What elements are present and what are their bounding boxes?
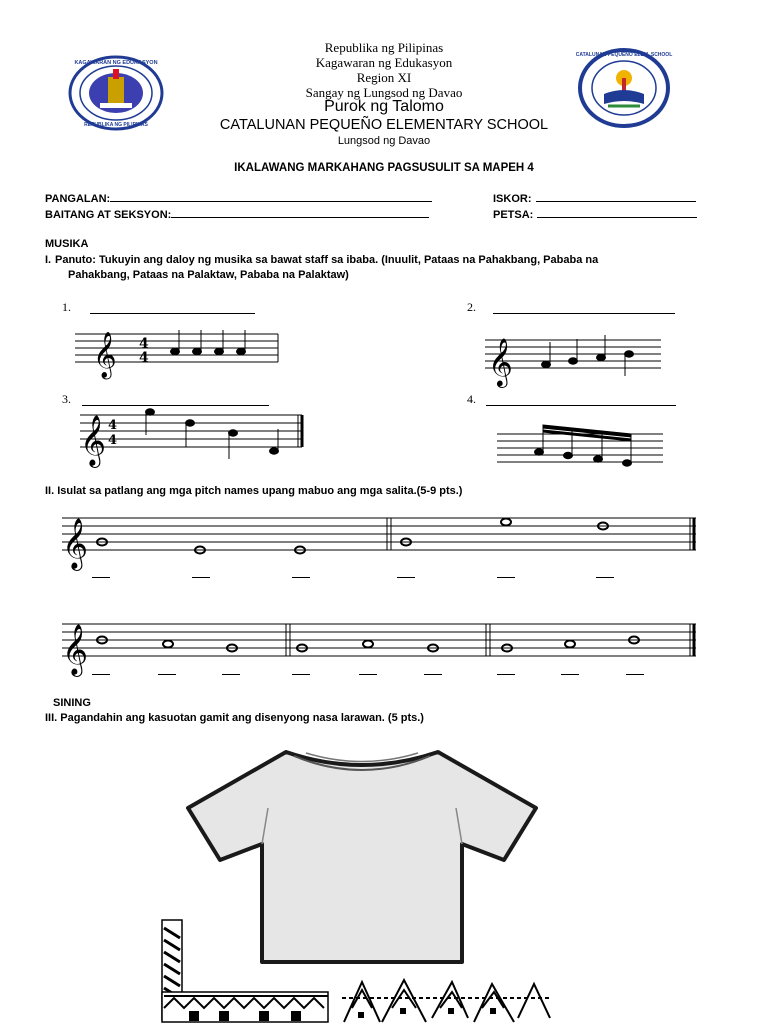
item-2-answer-line[interactable] bbox=[493, 313, 675, 314]
time-signature-bottom: 4 bbox=[108, 433, 118, 448]
exam-title: IKALAWANG MARKAHANG PAGSUSULIT SA MAPEH 4 bbox=[234, 162, 534, 174]
item-1-answer-line[interactable] bbox=[90, 313, 255, 314]
pitch-blank[interactable] bbox=[92, 674, 110, 675]
pitch-blank[interactable] bbox=[292, 577, 310, 578]
part1-instruction-2: Pahakbang, Pataas na Palaktaw, Pababa na Palaktaw) bbox=[68, 269, 349, 281]
treble-clef-icon: 𝄞 bbox=[62, 624, 89, 675]
item-1-label: 1. bbox=[62, 300, 71, 314]
score-input-line[interactable] bbox=[536, 201, 696, 202]
note-head bbox=[193, 348, 202, 354]
time-signature-top: 4 bbox=[108, 418, 118, 433]
item-4-answer-line[interactable] bbox=[486, 405, 676, 406]
pitch-blank[interactable] bbox=[192, 577, 210, 578]
note-head bbox=[597, 354, 606, 360]
pitch-blank[interactable] bbox=[561, 674, 579, 675]
item-4-label: 4. bbox=[467, 392, 476, 406]
treble-clef-icon: 𝄞 bbox=[62, 518, 89, 569]
note-head bbox=[146, 409, 155, 415]
treble-clef-icon: 𝄞 bbox=[80, 415, 107, 466]
name-input-line[interactable] bbox=[110, 201, 432, 202]
header-country: Republika ng Pilipinas bbox=[324, 40, 444, 55]
grade-section-field bbox=[45, 209, 429, 221]
note-head bbox=[535, 449, 544, 455]
whole-note bbox=[501, 519, 511, 526]
item-2-label: 2. bbox=[467, 300, 476, 314]
note-head bbox=[186, 420, 195, 426]
note-head bbox=[542, 361, 551, 367]
pitch-blank[interactable] bbox=[497, 674, 515, 675]
pitch-blank[interactable] bbox=[158, 674, 176, 675]
item-2-staff bbox=[485, 322, 665, 384]
note-head bbox=[171, 348, 180, 354]
part2-staff-row-2 bbox=[62, 606, 702, 675]
tribal-design-pattern-left bbox=[160, 918, 332, 1024]
date-field bbox=[493, 209, 697, 221]
header-city: Lungsod ng Davao bbox=[337, 135, 431, 147]
note-head bbox=[270, 448, 279, 454]
header-school-name: CATALUNAN PEQUEÑO ELEMENTARY SCHOOL bbox=[219, 117, 549, 133]
item-1-staff bbox=[75, 320, 280, 380]
seal-ring-text: KAGAWARAN NG EDUKASYON bbox=[74, 60, 158, 66]
item-3-label: 3. bbox=[62, 392, 71, 406]
whole-note bbox=[565, 641, 575, 648]
tribal-design-pattern-right bbox=[342, 978, 552, 1024]
sining-heading: SINING bbox=[53, 697, 91, 709]
whole-note bbox=[363, 641, 373, 648]
header-region: Region XI bbox=[356, 70, 412, 85]
part1-instruction-1: Panuto: Tukuyin ang daloy ng musika sa bawat staff sa ibaba. (Inuulit, Pataas na Pahakbang, Pababa na bbox=[55, 254, 599, 266]
pitch-blank[interactable] bbox=[424, 674, 442, 675]
grade-label: BAITANG AT SEKSYON: bbox=[45, 209, 172, 221]
header-division: Sangay ng Lungsod ng Davao bbox=[305, 85, 463, 100]
note-head bbox=[625, 351, 634, 357]
pitch-blank[interactable] bbox=[359, 674, 377, 675]
pitch-blank[interactable] bbox=[497, 577, 515, 578]
musika-heading: MUSIKA bbox=[45, 238, 89, 250]
header-block bbox=[0, 40, 768, 100]
part2-instruction: II. Isulat sa patlang ang mga pitch names upang mabuo ang mga salita.(5-9 pts.) bbox=[45, 485, 463, 497]
pitch-blank[interactable] bbox=[92, 577, 110, 578]
treble-clef-icon: 𝄞 bbox=[93, 332, 117, 378]
grade-input-line[interactable] bbox=[171, 217, 429, 218]
score-label: ISKOR: bbox=[493, 193, 532, 205]
school-seal-text: CATALUNAN PEQUEÑO ELEM. SCHOOL bbox=[575, 52, 673, 58]
pitch-blank[interactable] bbox=[222, 674, 240, 675]
note-head bbox=[564, 452, 573, 458]
note-head bbox=[594, 456, 603, 462]
note-head bbox=[237, 348, 246, 354]
date-input-line[interactable] bbox=[537, 217, 697, 218]
name-field bbox=[45, 193, 432, 205]
note-head bbox=[623, 460, 632, 466]
whole-note bbox=[163, 641, 173, 648]
time-signature-top: 4 bbox=[139, 336, 149, 352]
pitch-blank[interactable] bbox=[397, 577, 415, 578]
score-field bbox=[493, 193, 696, 205]
treble-clef-icon: 𝄞 bbox=[488, 337, 513, 386]
part3-instruction: III. Pagandahin ang kasuotan gamit ang disenyong nasa larawan. (5 pts.) bbox=[45, 712, 424, 724]
pitch-blank[interactable] bbox=[292, 674, 310, 675]
time-signature-bottom: 4 bbox=[139, 350, 149, 366]
date-label: PETSA: bbox=[493, 209, 534, 221]
part2-staff-row-1 bbox=[62, 500, 702, 569]
note-head bbox=[229, 430, 238, 436]
header-district: Purok ng Talomo bbox=[324, 98, 444, 115]
seal-bottom-text: REPUBLIKA NG PILIPINAS bbox=[84, 122, 148, 128]
header-department: Kagawaran ng Edukasyon bbox=[315, 55, 453, 70]
item-4-staff bbox=[497, 420, 665, 472]
note-head bbox=[215, 348, 224, 354]
pitch-blank[interactable] bbox=[626, 674, 644, 675]
part1-number: I. bbox=[45, 254, 52, 266]
item-3-staff bbox=[80, 403, 308, 465]
pitch-blank[interactable] bbox=[596, 577, 614, 578]
name-label: PANGALAN: bbox=[45, 193, 111, 205]
note-head bbox=[569, 358, 578, 364]
